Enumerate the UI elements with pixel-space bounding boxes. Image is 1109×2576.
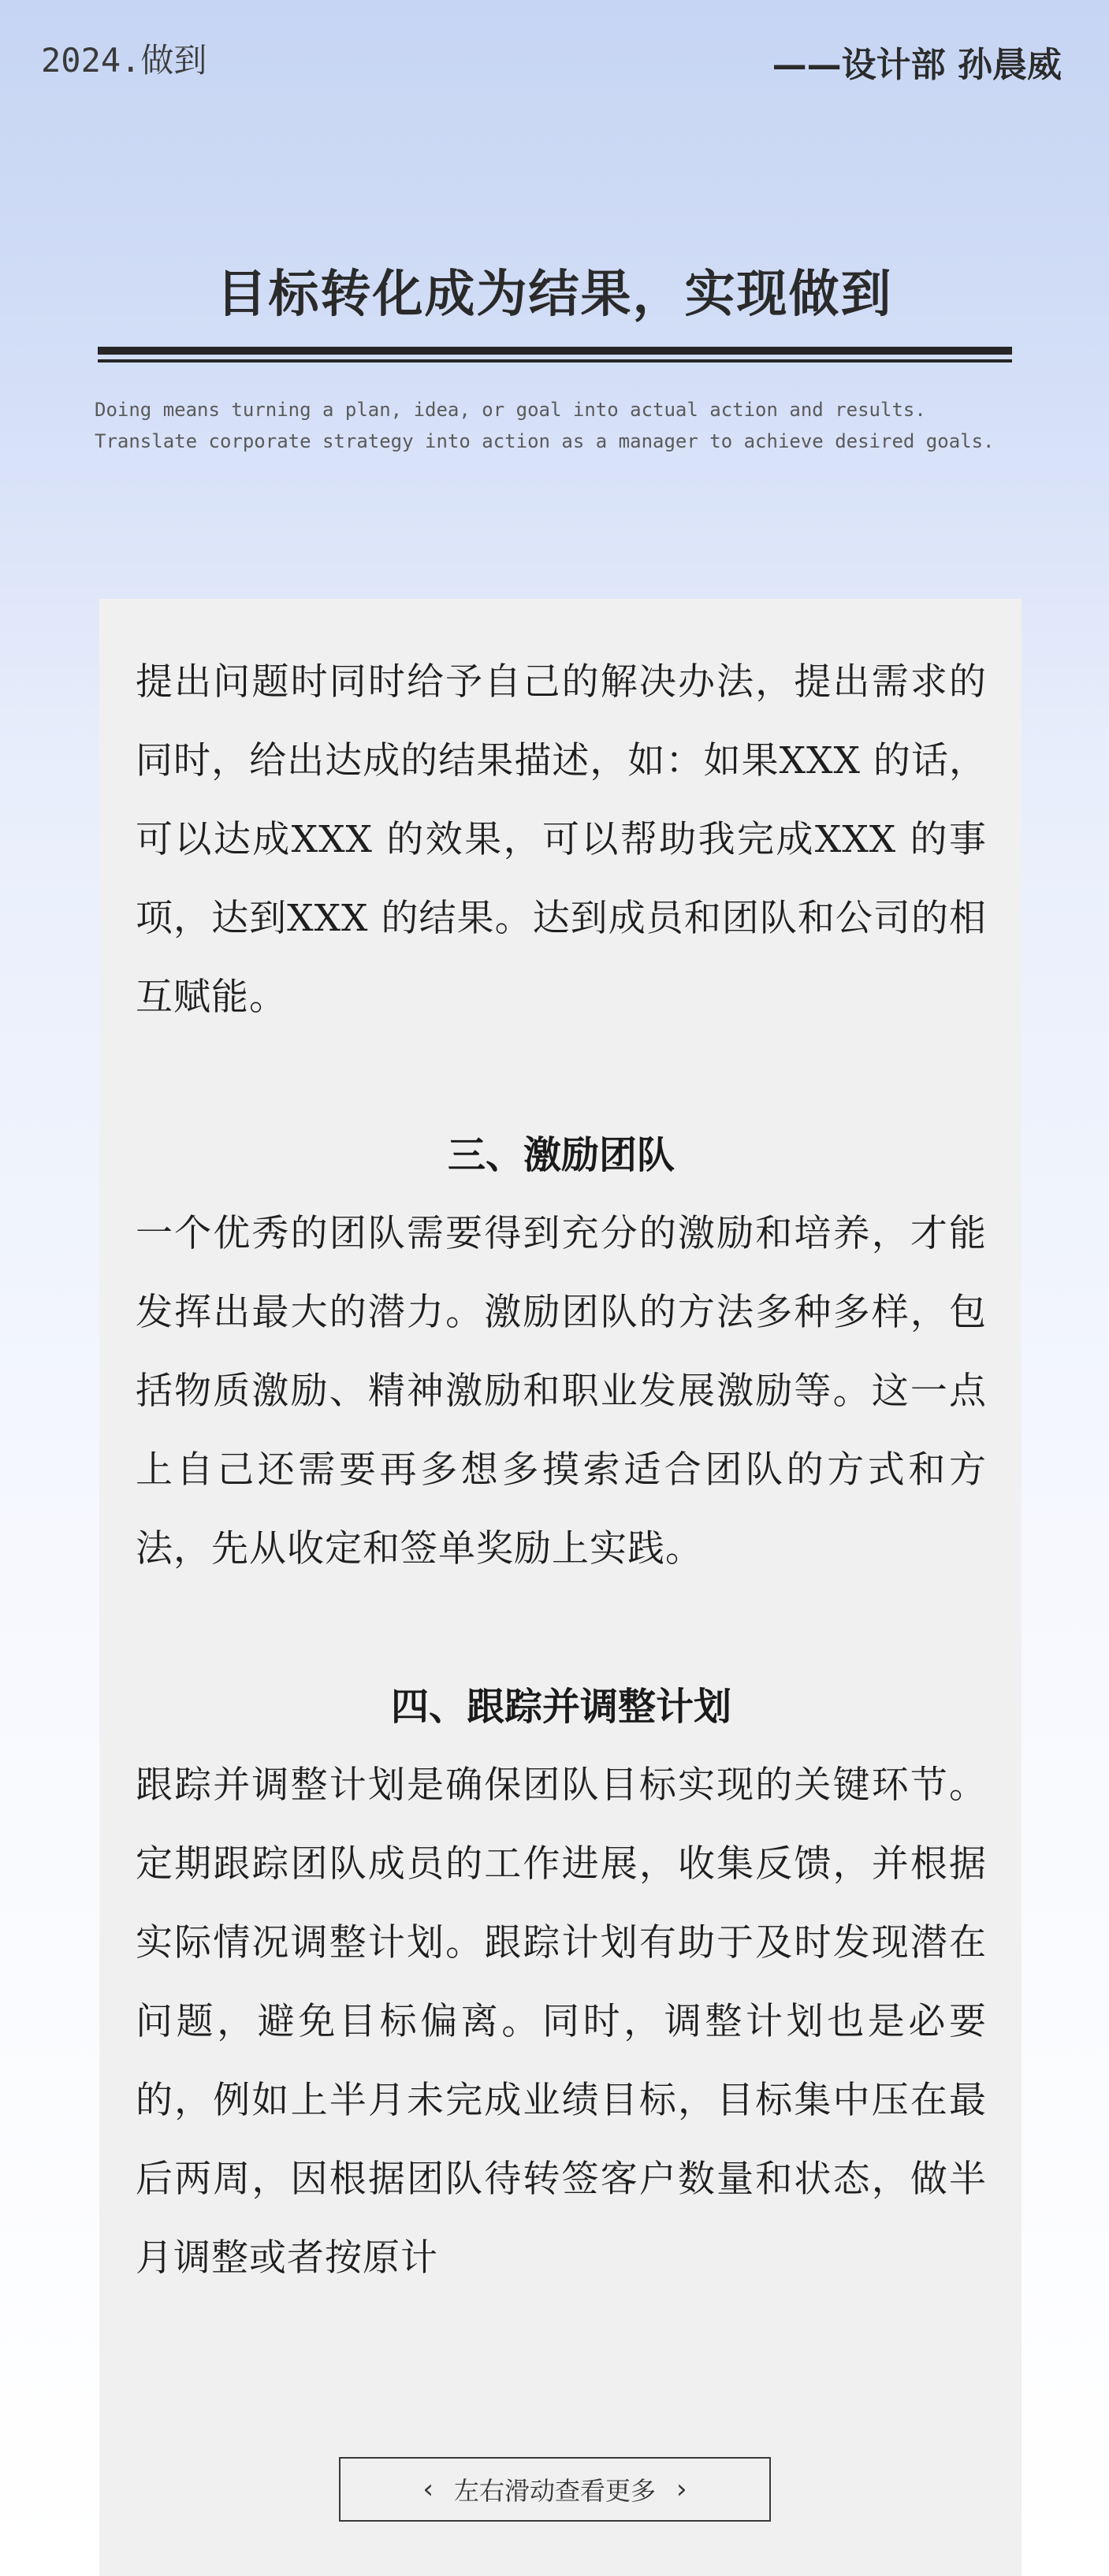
- swipe-more-label: 左右滑动查看更多: [453, 2476, 656, 2506]
- section-heading-track-adjust-plan: 四、跟踪并调整计划: [390, 1685, 731, 1729]
- year-tag: 2024.做到: [41, 41, 207, 80]
- chevron-right-icon: ›: [676, 2474, 687, 2505]
- content-card[interactable]: [99, 599, 1022, 2576]
- title-divider: [98, 347, 1012, 364]
- page-title: 目标转化成为结果，实现做到: [216, 266, 893, 324]
- english-subtitle: [95, 394, 995, 457]
- section-body-track-adjust-plan: 跟踪并调整计划是确保团队目标实现的关键环节。定期跟踪团队成员的工作进展，收集反馈，并根据实际情况调整计划。跟踪计划有助于及时发现潜在问题，避免目标偏离。同时，调整计划也是必要的，例如上半月未完成业绩目标，目标集中压在最后两周，因根据团队待转签客户数量和状态，做半月调整或者按原计: [136, 1764, 987, 2280]
- english-subtitle-line: Translate corporate strategy into action as a manager to achieve desired goals.: [95, 430, 995, 452]
- section-body-motivate-team: 一个优秀的团队需要得到充分的激励和培养，才能发挥出最大的潜力。激励团队的方法多种多样，包括物质激励、精神激励和职业发展激励等。这一点上自己还需要再多想多摸索适合团队的方式和方法，先从收定和签单奖励上实践。: [136, 1212, 987, 1571]
- author-signature: ——设计部 孙晨威: [772, 45, 1062, 85]
- section-heading-motivate-team: 三、激励团队: [447, 1133, 675, 1177]
- intro-paragraph: 提出问题时同时给予自己的解决办法，提出需求的同时，给出达成的结果描述，如：如果XXX 的话，可以达成XXX 的效果，可以帮助我完成XXX 的事项，达到XXX 的结果。达到成员和团队和公司的相互赋能。: [136, 660, 987, 1019]
- chevron-left-icon: ‹: [422, 2474, 434, 2505]
- english-subtitle-line: Doing means turning a plan, idea, or goal into actual action and results.: [95, 399, 926, 421]
- swipe-more-button[interactable]: [339, 2457, 771, 2522]
